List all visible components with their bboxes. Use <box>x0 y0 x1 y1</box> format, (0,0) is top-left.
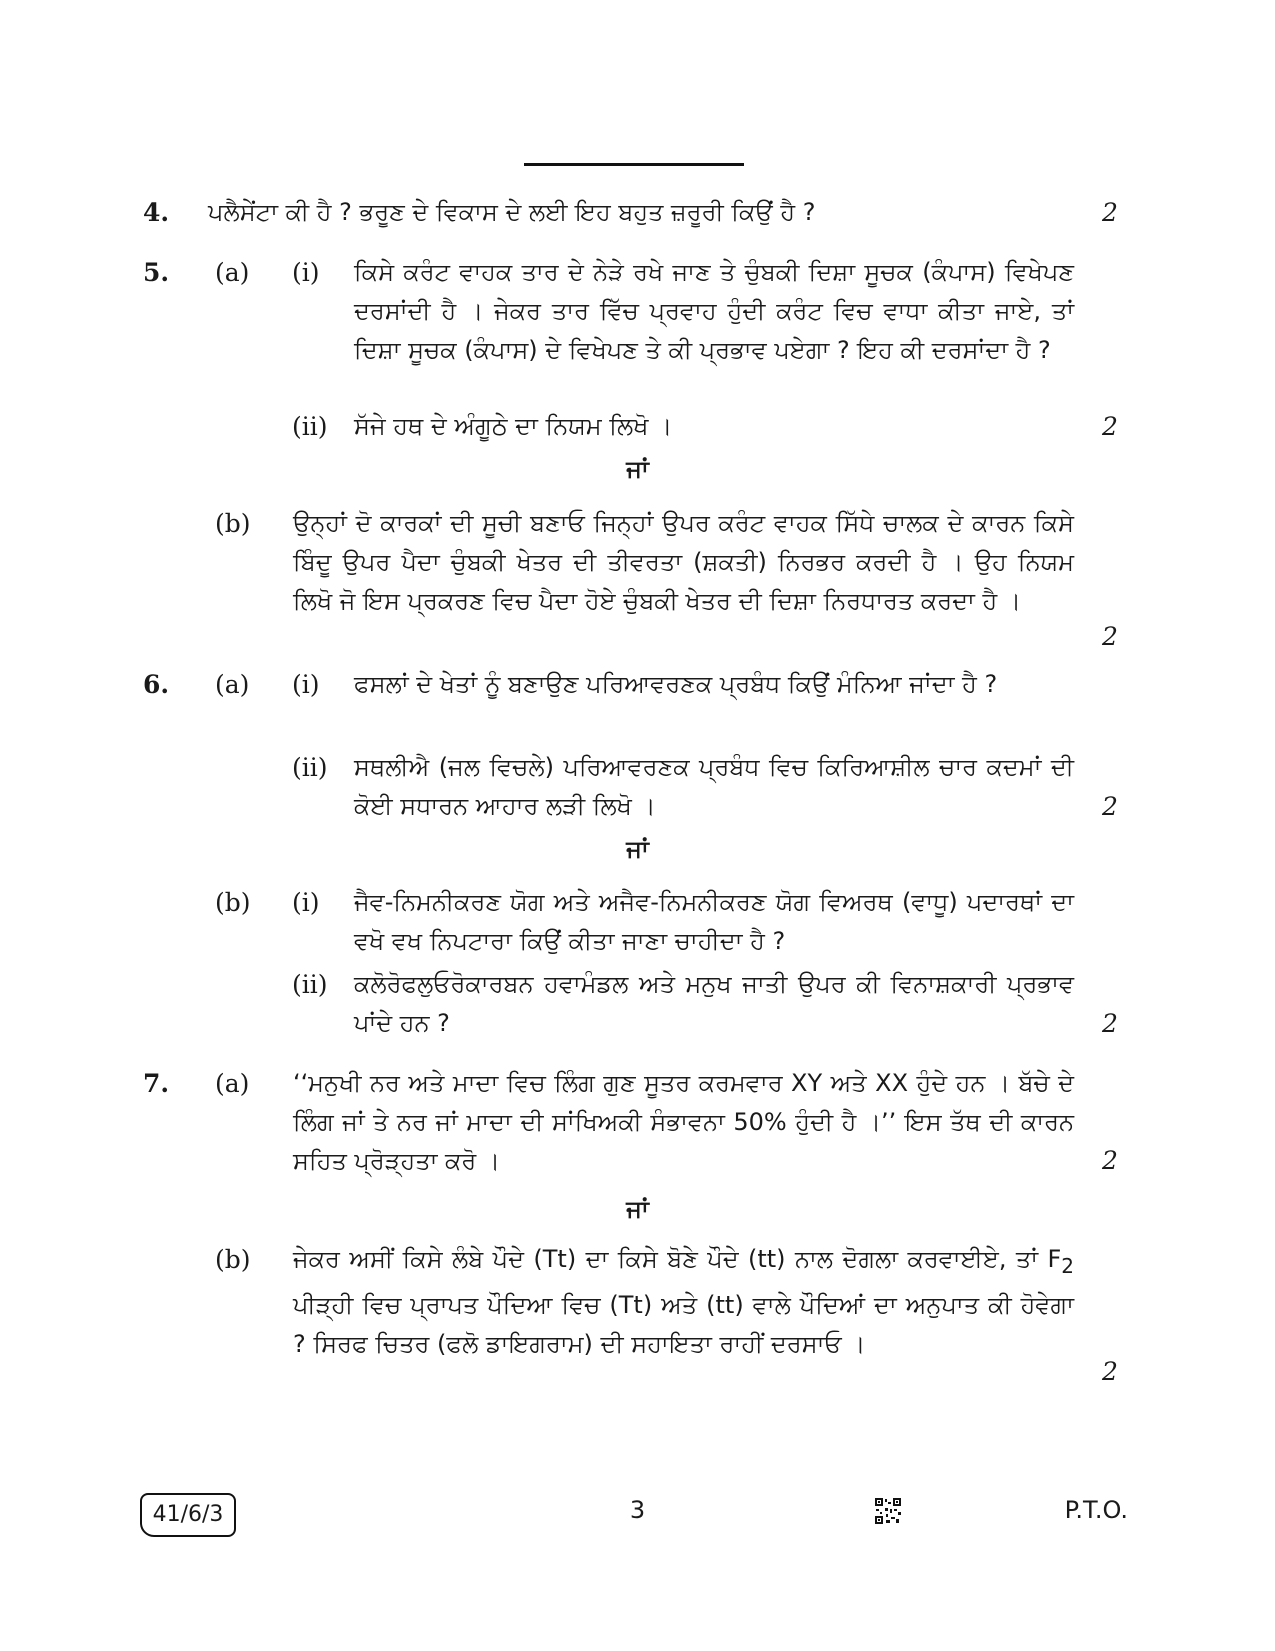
subpart-label: (ii) <box>292 753 328 782</box>
marks: 2 <box>1102 792 1118 821</box>
pto-label: P.T.O. <box>1064 1496 1128 1524</box>
question-text-part-1: ਜੇਕਰ ਅਸੀਂ ਕਿਸੇ ਲੰਬੇ ਪੌਦੇ (Tt) ਦਾ ਕਿਸੇ ਬੋਣੇ ਪੌਦੇ (tt) ਨਾਲ ਦੋਗਲਾ ਕਰਵਾਈਏ, ਤਾਂ F <box>293 1245 1062 1273</box>
marks: 2 <box>1102 198 1118 227</box>
top-rule <box>524 163 744 166</box>
question-text: ‘‘ਮਨੁਖੀ ਨਰ ਅਤੇ ਮਾਦਾ ਵਿਚ ਲਿੰਗ ਗੁਣ ਸੂਤਰ ਕਰਮਵਾਰ XY ਅਤੇ XX ਹੁੰਦੇ ਹਨ । ਬੱਚੇ ਦੇ ਲਿੰਗ ਜਾਂ ਤੇ ਨਰ ਜਾਂ ਮਾਦਾ ਦੀ ਸਾਂਖਿਅਕੀ ਸੰਭਾਵਨਾ 50% ਹੁੰਦੀ ਹੈ ।’’ ਇਸ ਤੱਥ ਦੀ ਕਾਰਨ ਸਹਿਤ ਪ੍ਰੋੜ੍ਹਤਾ ਕਰੋ । <box>293 1069 1074 1175</box>
question-text: ਉਨ੍ਹਾਂ ਦੋ ਕਾਰਕਾਂ ਦੀ ਸੂਚੀ ਬਣਾਓ ਜਿਨ੍ਹਾਂ ਉਪਰ ਕਰੰਟ ਵਾਹਕ ਸਿੱਧੇ ਚਾਲਕ ਦੇ ਕਾਰਨ ਕਿਸੇ ਬਿੰਦੂ ਉਪਰ ਪੈਦਾ ਚੁੰਬਕੀ ਖੇਤਰ ਦੀ ਤੀਵਰਤਾ (ਸ਼ਕਤੀ) ਨਿਰਭਰ ਕਰਦੀ ਹੈ । ਉਹ ਨਿਯਮ ਲਿਖੋ ਜੋ ਇਸ ਪ੍ਰਕਰਣ ਵਿਚ ਪੈਦਾ ਹੋਏ ਚੁੰਬਕੀ ਖੇਤਰ ਦੀ ਦਿਸ਼ਾ ਨਿਰਧਾਰਤ ਕਰਦਾ ਹੈ । <box>293 509 1074 615</box>
question-number: 5. <box>143 258 170 287</box>
subpart-label: (ii) <box>292 412 328 441</box>
marks: 2 <box>1102 1009 1118 1038</box>
page-number: 3 <box>629 1496 646 1524</box>
marks: 2 <box>1102 622 1118 651</box>
subpart-label: (i) <box>292 670 320 699</box>
question-text: ਪਲੈਸੇਂਟਾ ਕੀ ਹੈ ? ਭਰੂਣ ਦੇ ਵਿਕਾਸ ਦੇ ਲਈ ਇਹ ਬਹੁਤ ਜ਼ਰੂਰੀ ਕਿਉਂ ਹੈ ? <box>208 198 816 226</box>
subscript: 2 <box>1061 1253 1074 1278</box>
marks: 2 <box>1102 412 1118 441</box>
part-label: (b) <box>215 509 251 538</box>
subpart-label: (i) <box>292 258 320 287</box>
subpart-label: (i) <box>292 888 320 917</box>
part-label: (b) <box>215 1245 251 1274</box>
qr-code-icon <box>874 1497 902 1525</box>
marks: 2 <box>1102 1146 1118 1175</box>
question-text: ਸੱਜੇ ਹਥ ਦੇ ਅੰਗੂਠੇ ਦਾ ਨਿਯਮ ਲਿਖੋ । <box>354 412 673 440</box>
part-label: (a) <box>215 670 250 699</box>
paper-code: 41/6/3 <box>140 1493 236 1537</box>
or-separator: ਜਾਂ <box>626 455 649 483</box>
question-text: ਕਲੋਰੋਫਲੁਓਰੋਕਾਰਬਨ ਹਵਾਮੰਡਲ ਅਤੇ ਮਨੁਖ ਜਾਤੀ ਉਪਰ ਕੀ ਵਿਨਾਸ਼ਕਾਰੀ ਪ੍ਰਭਾਵ ਪਾਂਦੇ ਹਨ ? <box>354 970 1074 1037</box>
question-number: 4. <box>143 198 170 227</box>
question-text: ਫਸਲਾਂ ਦੇ ਖੇਤਾਂ ਨੂੰ ਬਣਾਉਣ ਪਰਿਆਵਰਣਕ ਪ੍ਰਬੰਧ ਕਿਉਂ ਮੰਨਿਆ ਜਾਂਦਾ ਹੈ ? <box>354 670 998 698</box>
marks: 2 <box>1102 1357 1118 1386</box>
subpart-label: (ii) <box>292 970 328 999</box>
or-separator: ਜਾਂ <box>626 1195 649 1223</box>
question-number: 6. <box>143 670 170 699</box>
question-number: 7. <box>143 1069 170 1098</box>
part-label: (a) <box>215 258 250 287</box>
question-text <box>293 1240 1074 1364</box>
or-separator: ਜਾਂ <box>626 835 649 863</box>
question-text: ਸਥਲੀਐ (ਜਲ ਵਿਚਲੇ) ਪਰਿਆਵਰਣਕ ਪ੍ਰਬੰਧ ਵਿਚ ਕਿਰਿਆਸ਼ੀਲ ਚਾਰ ਕਦਮਾਂ ਦੀ ਕੋਈ ਸਧਾਰਨ ਆਹਾਰ ਲੜੀ ਲਿਖੋ । <box>354 753 1074 820</box>
question-text: ਕਿਸੇ ਕਰੰਟ ਵਾਹਕ ਤਾਰ ਦੇ ਨੇੜੇ ਰਖੇ ਜਾਣ ਤੇ ਚੁੰਬਕੀ ਦਿਸ਼ਾ ਸੂਚਕ (ਕੰਪਾਸ) ਵਿਖੇਪਣ ਦਰਸਾਂਦੀ ਹੈ । ਜੇਕਰ ਤਾਰ ਵਿੱਚ ਪ੍ਰਵਾਹ ਹੁੰਦੀ ਕਰੰਟ ਵਿਚ ਵਾਧਾ ਕੀਤਾ ਜਾਏ, ਤਾਂ ਦਿਸ਼ਾ ਸੂਚਕ (ਕੰਪਾਸ) ਦੇ ਵਿਖੇਪਣ ਤੇ ਕੀ ਪ੍ਰਭਾਵ ਪਏਗਾ ? ਇਹ ਕੀ ਦਰਸਾਂਦਾ ਹੈ ? <box>354 258 1074 364</box>
question-text-part-2: ਪੀੜ੍ਹੀ ਵਿਚ ਪ੍ਰਾਪਤ ਪੌਦਿਆ ਵਿਚ (Tt) ਅਤੇ (tt) ਵਾਲੇ ਪੌਦਿਆਂ ਦਾ ਅਨੁਪਾਤ ਕੀ ਹੋਵੇਗਾ ? ਸਿਰਫ ਚਿਤਰ (ਫਲੋ ਡਾਇਗਰਾਮ) ਦੀ ਸਹਾਇਤਾ ਰਾਹੀਂ ਦਰਸਾਓ । <box>293 1290 1074 1358</box>
question-text: ਜੈਵ-ਨਿਮਨੀਕਰਣ ਯੋਗ ਅਤੇ ਅਜੈਵ-ਨਿਮਨੀਕਰਣ ਯੋਗ ਵਿਅਰਥ (ਵਾਧੂ) ਪਦਾਰਥਾਂ ਦਾ ਵਖੋ ਵਖ ਨਿਪਟਾਰਾ ਕਿਉਂ ਕੀਤਾ ਜਾਣਾ ਚਾਹੀਦਾ ਹੈ ? <box>354 888 1074 955</box>
part-label: (a) <box>215 1069 250 1098</box>
part-label: (b) <box>215 888 251 917</box>
